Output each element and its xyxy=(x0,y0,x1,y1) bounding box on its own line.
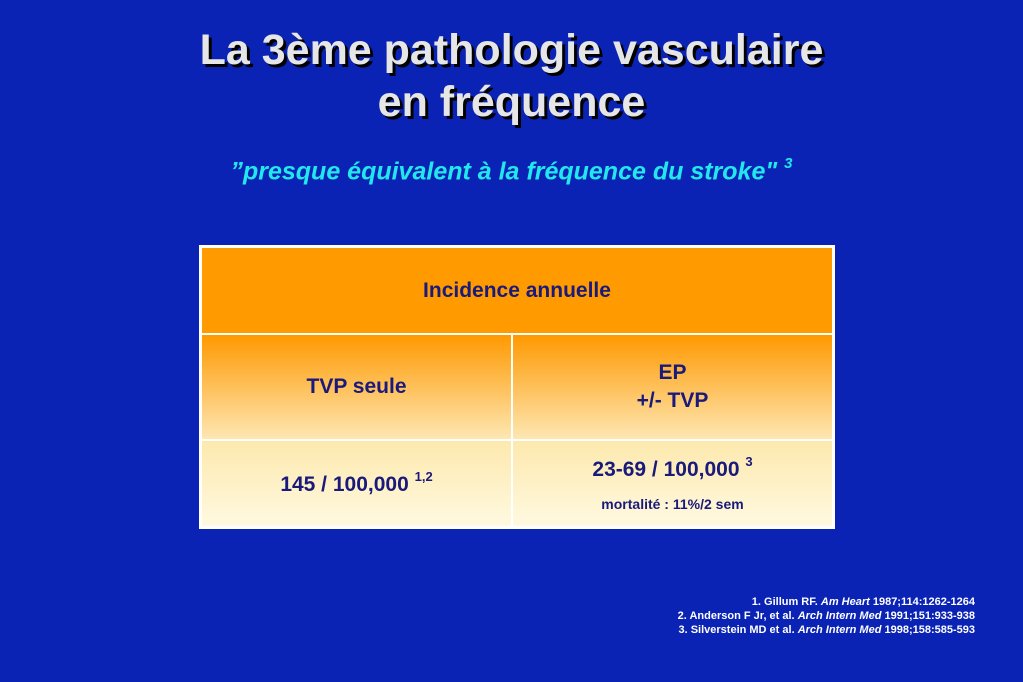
references xyxy=(678,595,975,637)
tvp-value-ref: 1,2 xyxy=(414,468,433,484)
table-header xyxy=(202,248,832,333)
reference-item xyxy=(678,595,975,609)
ep-mortality-note: mortalité : 11%/2 sem xyxy=(601,495,744,512)
table-header-label: Incidence annuelle xyxy=(423,278,611,302)
column-header-tvp-label: TVP seule xyxy=(306,375,407,398)
cell-tvp-value xyxy=(202,441,511,526)
slide-title xyxy=(0,24,1023,128)
subtitle-text: ”presque équivalent à la fréquence du stroke" xyxy=(230,157,778,186)
reference-authors: 3. Silverstein MD et al. xyxy=(678,624,798,636)
tvp-value xyxy=(280,468,433,497)
reference-item xyxy=(678,609,975,623)
cell-ep-value xyxy=(513,441,832,526)
column-header-tvp xyxy=(202,335,511,439)
reference-journal: Arch Intern Med xyxy=(797,624,882,636)
reference-item xyxy=(678,623,975,637)
column-header-ep-line1: EP xyxy=(658,361,687,384)
ep-value xyxy=(592,453,753,482)
column-header-ep-line2: +/- TVP xyxy=(636,389,709,412)
reference-citation: 1998;158:585-593 xyxy=(881,624,975,636)
column-header-ep xyxy=(513,335,832,439)
subtitle-superscript: 3 xyxy=(784,155,793,172)
slide-subtitle xyxy=(0,157,1023,186)
reference-citation: 1987;114:1262-1264 xyxy=(869,596,975,608)
ep-value-ref: 3 xyxy=(745,453,753,469)
ep-value-text: 23-69 / 100,000 xyxy=(592,457,740,481)
tvp-value-text: 145 / 100,000 xyxy=(280,472,409,496)
title-line-2: en fréquence xyxy=(377,78,646,126)
reference-authors: 1. Gillum RF. xyxy=(751,596,821,608)
title-line-1: La 3ème pathologie vasculaire xyxy=(199,26,824,74)
reference-journal: Am Heart xyxy=(820,596,870,608)
reference-authors: 2. Anderson F Jr, et al. xyxy=(677,610,798,622)
incidence-table xyxy=(199,245,835,529)
reference-citation: 1991;151:933-938 xyxy=(881,610,975,622)
reference-journal: Arch Intern Med xyxy=(797,610,882,622)
